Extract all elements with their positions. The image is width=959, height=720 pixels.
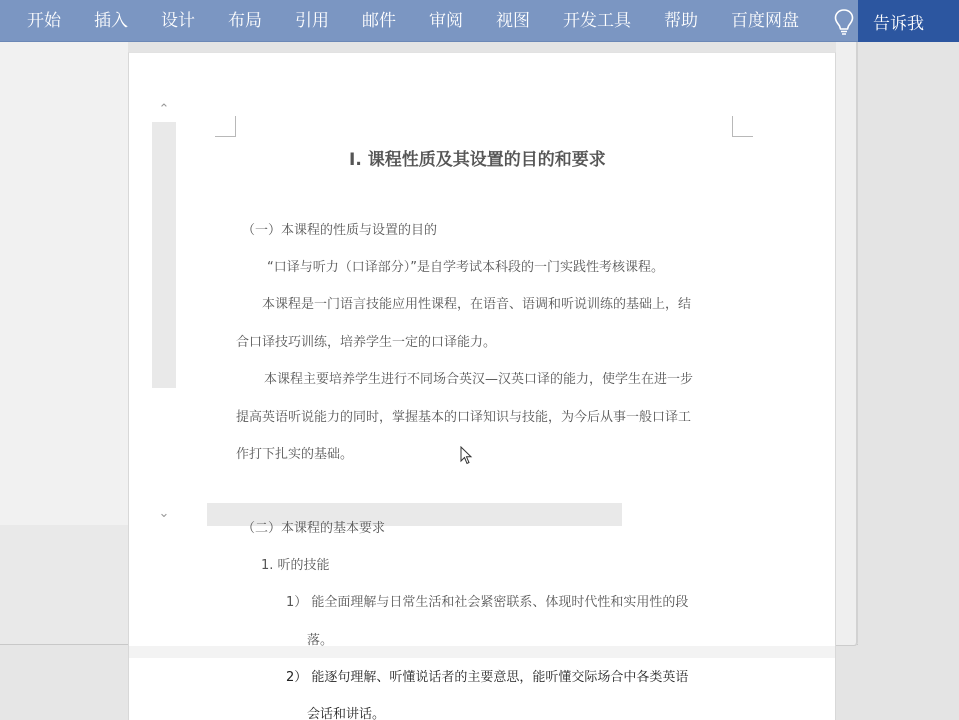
lightbulb-icon[interactable] xyxy=(833,8,855,36)
chevron-down-icon[interactable]: ⌄ xyxy=(158,506,170,521)
background-window-left xyxy=(0,42,128,525)
scroll-track[interactable] xyxy=(152,122,176,388)
paragraph: 合口译技巧训练，培养学生一定的口译能力。 xyxy=(236,335,497,350)
tab-review[interactable]: 审阅 xyxy=(429,10,463,31)
background-window-lower xyxy=(0,645,128,720)
section-heading: （一）本课程的性质与设置的目的 xyxy=(242,223,438,238)
list-item-continued: 落。 xyxy=(307,633,334,648)
background-window-right-edge xyxy=(836,42,858,646)
list-item: 2） 能逐句理解、听懂说话者的主要意思，能听懂交际场合中各类英语 xyxy=(286,670,689,685)
tell-me-search[interactable] xyxy=(858,0,959,42)
tell-me-label: 告诉我 xyxy=(873,13,924,34)
section-heading: （二）本课程的基本要求 xyxy=(242,521,386,536)
list-item: 1） 能全面理解与日常生活和社会紧密联系、体现时代性和实用性的段 xyxy=(286,595,689,610)
ribbon-tab-bar xyxy=(0,0,959,42)
background-window-right xyxy=(860,42,959,720)
tab-help[interactable]: 帮助 xyxy=(664,10,698,31)
page-title: I. 课程性质及其设置的目的和要求 xyxy=(349,150,606,170)
paragraph: 提高英语听说能力的同时，掌握基本的口译知识与技能，为今后从事一般口译工 xyxy=(236,410,692,425)
tab-baidu-netdisk[interactable]: 百度网盘 xyxy=(731,10,799,31)
tab-developer[interactable]: 开发工具 xyxy=(563,10,631,31)
crop-mark-top-left xyxy=(215,116,236,137)
tab-insert[interactable]: 插入 xyxy=(94,10,128,31)
overlay-tint xyxy=(129,646,835,658)
paragraph: “口译与听力（口译部分）”是自学考试本科段的一门实践性考核课程。 xyxy=(267,260,664,275)
crop-mark-top-right xyxy=(732,116,753,137)
list-item-continued: 会话和讲话。 xyxy=(307,707,386,720)
document-page[interactable] xyxy=(128,52,836,720)
chevron-up-icon[interactable]: ⌃ xyxy=(158,102,170,117)
paragraph: 作打下扎实的基础。 xyxy=(236,447,354,462)
tab-home[interactable]: 开始 xyxy=(27,10,61,31)
mouse-cursor-icon xyxy=(460,446,474,466)
tab-view[interactable]: 视图 xyxy=(496,10,530,31)
tab-design[interactable]: 设计 xyxy=(161,10,195,31)
ribbon-tabs xyxy=(0,0,832,41)
paragraph: 本课程是一门语言技能应用性课程，在语音、语调和听说训练的基础上，结 xyxy=(262,297,692,312)
tab-layout[interactable]: 布局 xyxy=(228,10,262,31)
list-heading: 1. 听的技能 xyxy=(261,558,330,573)
tab-references[interactable]: 引用 xyxy=(295,10,329,31)
tab-mailings[interactable]: 邮件 xyxy=(362,10,396,31)
paragraph: 本课程主要培养学生进行不同场合英汉—汉英口译的能力，使学生在进一步 xyxy=(264,372,694,387)
